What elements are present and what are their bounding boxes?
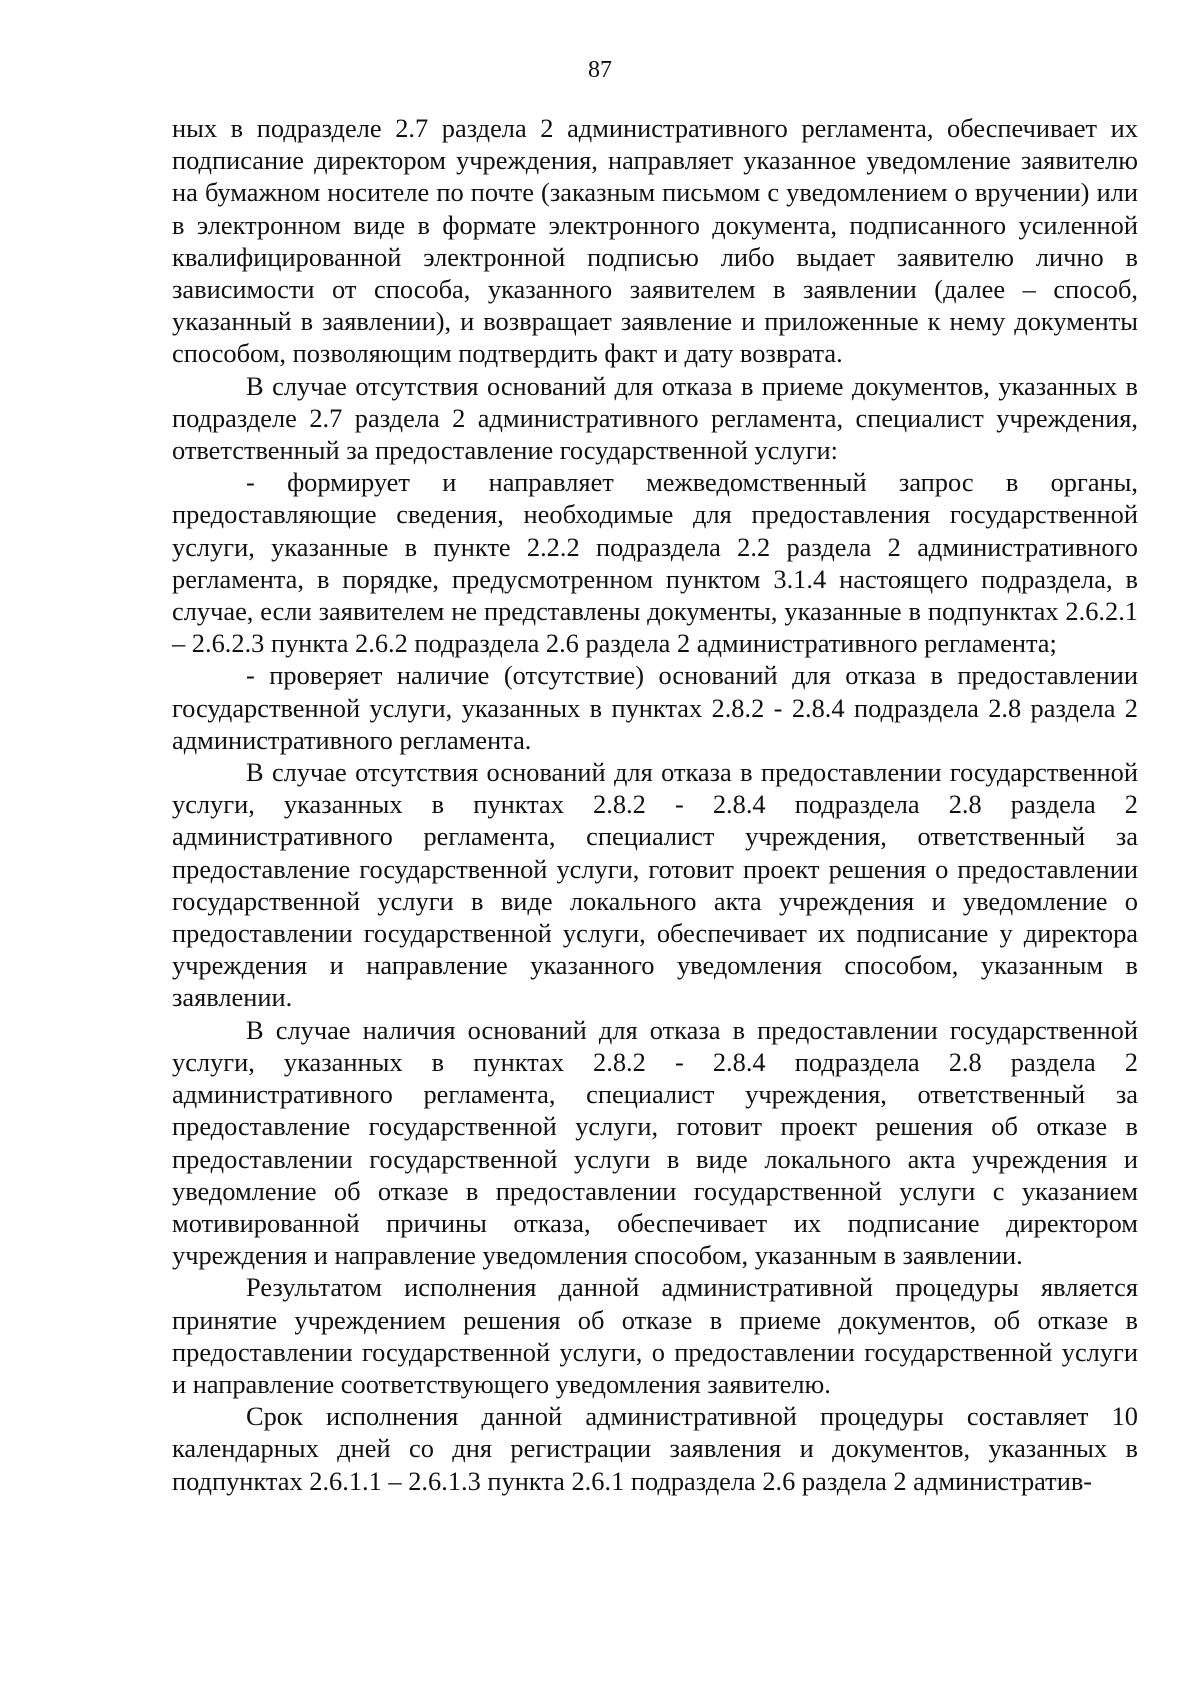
paragraph-result: Результатом исполнения данной административной процедуры является принятие учреждением решения об отказе в приеме документов, об отказе в предоставлении государственной услуги, о предоставлении государственной услуги и направление соответствующего уведомления заявителю.	[172, 1272, 1138, 1399]
paragraph-no-refusal-grounds-reception: В случае отсутствия оснований для отказа в приеме документов, указанных в подразделе 2.7 раздела 2 административного регламента, специалист учреждения, ответственный за предоставление государственной услуги:	[172, 370, 1138, 466]
paragraph-interagency-request: - формирует и направляет межведомственный запрос в органы, предоставляющие сведения, необходимые для предоставления государственной услуги, указанные в пункте 2.2.2 подраздела 2.2 раздела 2 административного регламента, в порядке, предусмотренном пунктом 3.1.4 настоящего подраздела, в случае, если заявителем не представлены документы, указанные в подпунктах 2.6.2.1 – 2.6.2.3 пункта 2.6.2 подраздела 2.6 раздела 2 административного регламента;	[172, 467, 1138, 659]
document-body	[172, 112, 1138, 1497]
paragraph-refusal-decision: В случае наличия оснований для отказа в предоставлении государственной услуги, указанных в пунктах 2.8.2 - 2.8.4 подраздела 2.8 раздела 2 административного регламента, специалист учреждения, ответственный за предоставление государственной услуги, готовит проект решения об отказе в предоставлении государственной услуги в виде локального акта учреждения и уведомление об отказе в предоставлении государственной услуги с указанием мотивированной причины отказа, обеспечивает их подписание директором учреждения и направление уведомления способом, указанным в заявлении.	[172, 1014, 1138, 1271]
paragraph-check-grounds: - проверяет наличие (отсутствие) оснований для отказа в предоставлении государственной услуги, указанных в пунктах 2.8.2 - 2.8.4 подраздела 2.8 раздела 2 административного регламента.	[172, 660, 1138, 755]
paragraph-continuation: ных в подразделе 2.7 раздела 2 административного регламента, обеспечивает их подписание директором учреждения, направляет указанное уведомление заявителю на бумажном носителе по почте (заказным письмом с уведомлением о вручении) или в электронном виде в формате электронного документа, подписанного усиленной квалифицированной электронной подписью либо выдает заявителю лично в зависимости от способа, указанного заявителем в заявлении (далее – способ, указанный в заявлении), и возвращает заявление и приложенные к нему документы способом, позволяющим подтвердить факт и дату возврата.	[172, 113, 1138, 369]
paragraph-grant-decision: В случае отсутствия оснований для отказа в предоставлении государственной услуги, указанных в пунктах 2.8.2 - 2.8.4 подраздела 2.8 раздела 2 административного регламента, специалист учреждения, ответственный за предоставление государственной услуги, готовит проект решения о предоставлении государственной услуги в виде локального акта учреждения и уведомление о предоставлении государственной услуги, обеспечивает их подписание у директора учреждения и направление указанного уведомления способом, указанным в заявлении.	[172, 757, 1138, 1013]
paragraph-deadline: Срок исполнения данной административной процедуры составляет 10 календарных дней со дня регистрации заявления и документов, указанных в подпунктах 2.6.1.1 – 2.6.1.3 пункта 2.6.1 подраздела 2.6 раздела 2 административ-	[172, 1401, 1138, 1496]
page-number: 87	[588, 57, 612, 83]
